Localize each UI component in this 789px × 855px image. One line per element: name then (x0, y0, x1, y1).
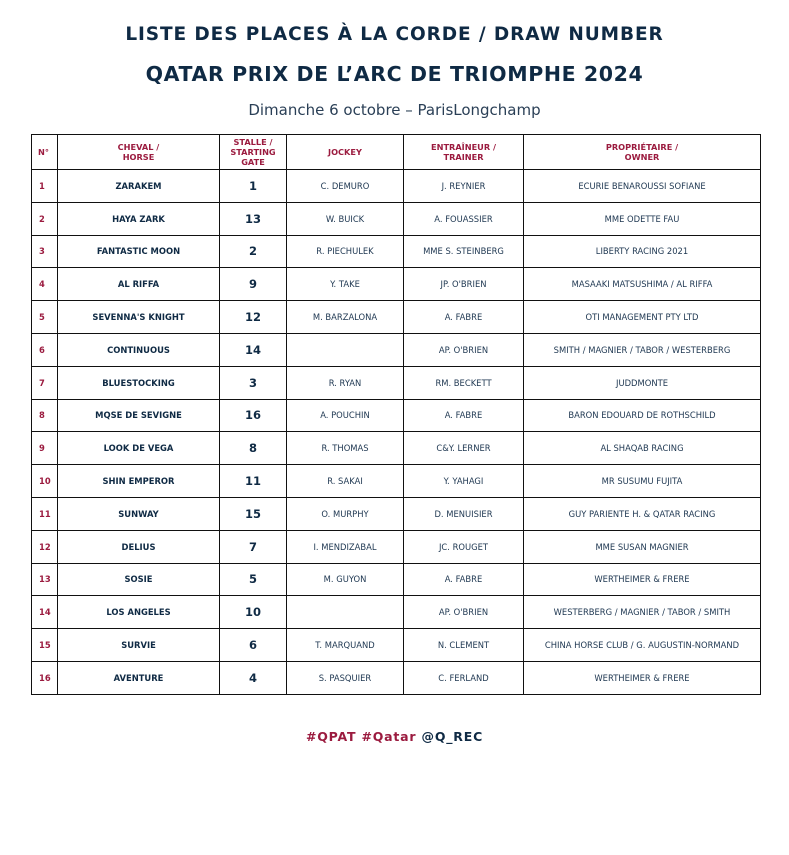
jockey-name: S. PASQUIER (287, 661, 404, 694)
jockey-name: M. BARZALONA (287, 301, 404, 334)
runner-number: 11 (32, 497, 58, 530)
owner-name: MME ODETTE FAU (524, 202, 761, 235)
header-label: HORSE (122, 152, 155, 162)
starting-gate: 5 (220, 563, 287, 596)
race-date-venue: Dimanche 6 octobre – ParisLongchamp (248, 101, 541, 119)
table-row (32, 366, 761, 399)
horse-name: LOS ANGELES (58, 596, 220, 629)
runner-number: 8 (32, 399, 58, 432)
table-row (32, 563, 761, 596)
header-row (32, 135, 761, 170)
runner-number: 7 (32, 366, 58, 399)
owner-name: BARON EDOUARD DE ROTHSCHILD (524, 399, 761, 432)
jockey-name: C. DEMURO (287, 170, 404, 203)
starting-gate: 14 (220, 333, 287, 366)
starting-gate: 11 (220, 465, 287, 498)
social-handle: @Q_REC (421, 729, 484, 744)
jockey-name: W. BUICK (287, 202, 404, 235)
starting-gate: 3 (220, 366, 287, 399)
column-header-gate (220, 135, 287, 170)
jockey-name: M. GUYON (287, 563, 404, 596)
runner-number: 12 (32, 530, 58, 563)
runner-number: 4 (32, 268, 58, 301)
trainer-name: C. FERLAND (404, 661, 524, 694)
table-row (32, 333, 761, 366)
runner-number: 2 (32, 202, 58, 235)
column-header-trainer (404, 135, 524, 170)
table-row (32, 268, 761, 301)
runner-number: 6 (32, 333, 58, 366)
table-row (32, 202, 761, 235)
table-row (32, 530, 761, 563)
horse-name: MQSE DE SEVIGNE (58, 399, 220, 432)
owner-name: JUDDMONTE (524, 366, 761, 399)
trainer-name: MME S. STEINBERG (404, 235, 524, 268)
owner-name: GUY PARIENTE H. & QATAR RACING (524, 497, 761, 530)
starting-gate: 4 (220, 661, 287, 694)
jockey-name: R. SAKAI (287, 465, 404, 498)
trainer-name: A. FABRE (404, 563, 524, 596)
trainer-name: J. REYNIER (404, 170, 524, 203)
race-title: QATAR PRIX DE L’ARC DE TRIOMPHE 2024 (145, 62, 644, 86)
starting-gate: 10 (220, 596, 287, 629)
owner-name: AL SHAQAB RACING (524, 432, 761, 465)
owner-name: WERTHEIMER & FRERE (524, 563, 761, 596)
owner-name: CHINA HORSE CLUB / G. AUGUSTIN-NORMAND (524, 629, 761, 662)
hashtag-qpat: #QPAT (305, 729, 357, 744)
table-row (32, 465, 761, 498)
starting-gate: 15 (220, 497, 287, 530)
owner-name: WERTHEIMER & FRERE (524, 661, 761, 694)
document-title: LISTE DES PLACES À LA CORDE / DRAW NUMBER (125, 24, 664, 45)
horse-name: DELIUS (58, 530, 220, 563)
trainer-name: D. MENUISIER (404, 497, 524, 530)
horse-name: ZARAKEM (58, 170, 220, 203)
starting-gate: 2 (220, 235, 287, 268)
table-row (32, 497, 761, 530)
horse-name: HAYA ZARK (58, 202, 220, 235)
jockey-name: R. RYAN (287, 366, 404, 399)
owner-name: MME SUSAN MAGNIER (524, 530, 761, 563)
hashtag-qatar: #Qatar (361, 729, 417, 744)
owner-name: LIBERTY RACING 2021 (524, 235, 761, 268)
runner-number: 14 (32, 596, 58, 629)
header-label: JOCKEY (328, 147, 362, 157)
trainer-name: JP. O'BRIEN (404, 268, 524, 301)
horse-name: SOSIE (58, 563, 220, 596)
owner-name: ECURIE BENAROUSSI SOFIANE (524, 170, 761, 203)
header-label: OWNER (624, 152, 660, 162)
horse-name: CONTINUOUS (58, 333, 220, 366)
trainer-name: A. FABRE (404, 301, 524, 334)
social-footer (0, 729, 789, 744)
table-row (32, 170, 761, 203)
trainer-name: N. CLEMENT (404, 629, 524, 662)
trainer-name: AP. O'BRIEN (404, 333, 524, 366)
owner-name: SMITH / MAGNIER / TABOR / WESTERBERG (524, 333, 761, 366)
runner-number: 13 (32, 563, 58, 596)
runner-number: 10 (32, 465, 58, 498)
table-row (32, 399, 761, 432)
table-row (32, 432, 761, 465)
starting-gate: 6 (220, 629, 287, 662)
trainer-name: AP. O'BRIEN (404, 596, 524, 629)
starting-gate: 9 (220, 268, 287, 301)
trainer-name: JC. ROUGET (404, 530, 524, 563)
header-label: TRAINER (443, 152, 484, 162)
column-header-owner (524, 135, 761, 170)
jockey-name: T. MARQUAND (287, 629, 404, 662)
table-row (32, 301, 761, 334)
horse-name: LOOK DE VEGA (58, 432, 220, 465)
table-header (32, 135, 761, 170)
jockey-name (287, 333, 404, 366)
owner-name: WESTERBERG / MAGNIER / TABOR / SMITH (524, 596, 761, 629)
column-header-number (32, 135, 58, 170)
horse-name: FANTASTIC MOON (58, 235, 220, 268)
runner-number: 15 (32, 629, 58, 662)
column-header-jockey (287, 135, 404, 170)
horse-name: SEVENNA'S KNIGHT (58, 301, 220, 334)
jockey-name: O. MURPHY (287, 497, 404, 530)
jockey-name (287, 596, 404, 629)
horse-name: SURVIE (58, 629, 220, 662)
runner-number: 16 (32, 661, 58, 694)
header-label: ENTRAÎNEUR / (431, 142, 496, 152)
header-label: GATE (241, 157, 265, 167)
jockey-name: A. POUCHIN (287, 399, 404, 432)
horse-name: AVENTURE (58, 661, 220, 694)
header-label: PROPRIÉTAIRE / (605, 142, 679, 152)
runner-number: 3 (32, 235, 58, 268)
header-label: STALLE / (233, 137, 273, 147)
table-row (32, 629, 761, 662)
runner-number: 9 (32, 432, 58, 465)
owner-name: OTI MANAGEMENT PTY LTD (524, 301, 761, 334)
jockey-name: R. THOMAS (287, 432, 404, 465)
draw-table (31, 134, 761, 695)
runner-number: 1 (32, 170, 58, 203)
horse-name: SUNWAY (58, 497, 220, 530)
horse-name: BLUESTOCKING (58, 366, 220, 399)
horse-name: SHIN EMPEROR (58, 465, 220, 498)
jockey-name: I. MENDIZABAL (287, 530, 404, 563)
horse-name: AL RIFFA (58, 268, 220, 301)
jockey-name: Y. TAKE (287, 268, 404, 301)
column-header-horse (58, 135, 220, 170)
starting-gate: 7 (220, 530, 287, 563)
owner-name: MR SUSUMU FUJITA (524, 465, 761, 498)
trainer-name: Y. YAHAGI (404, 465, 524, 498)
table-row (32, 661, 761, 694)
header-label: CHEVAL / (117, 142, 160, 152)
owner-name: MASAAKI MATSUSHIMA / AL RIFFA (524, 268, 761, 301)
runner-number: 5 (32, 301, 58, 334)
trainer-name: RM. BECKETT (404, 366, 524, 399)
table-body (32, 170, 761, 695)
table-row (32, 235, 761, 268)
starting-gate: 8 (220, 432, 287, 465)
trainer-name: A. FOUASSIER (404, 202, 524, 235)
starting-gate: 13 (220, 202, 287, 235)
table-row (32, 596, 761, 629)
header-label: N° (38, 147, 49, 157)
jockey-name: R. PIECHULEK (287, 235, 404, 268)
starting-gate: 1 (220, 170, 287, 203)
header-label: STARTING (230, 147, 276, 157)
starting-gate: 12 (220, 301, 287, 334)
starting-gate: 16 (220, 399, 287, 432)
trainer-name: A. FABRE (404, 399, 524, 432)
trainer-name: C&Y. LERNER (404, 432, 524, 465)
